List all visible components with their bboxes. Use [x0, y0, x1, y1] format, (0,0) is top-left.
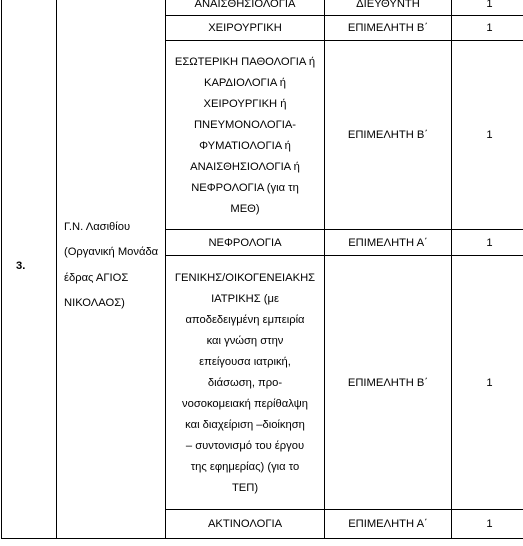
specialty-cell [166, 16, 325, 41]
specialty-text: ΑΚΤΙΝΟΛΟΓΙΑ [207, 518, 283, 530]
specialty-line: ΧΕΙΡΟΥΡΓΙΚΗ ή [203, 98, 287, 110]
count-text: 1 [486, 518, 493, 530]
rank-text: ΕΠΙΜΕΛΗΤΗ Α΄ [348, 518, 428, 530]
positions-table [1, 0, 523, 539]
specialty-line: ΚΑΡΔΙΟΛΟΓΙΑ ή [203, 77, 287, 89]
specialty-cell [166, 0, 325, 16]
count-text: 1 [486, 376, 493, 389]
rank-cell [325, 16, 452, 41]
rank-cell [325, 256, 452, 510]
hospital-name-line: ΝΙΚΟΛΑΟΣ) [64, 297, 125, 309]
count-cell [452, 0, 523, 16]
specialty-line: ΑΝΑΙΣΘΗΣΙΟΛΟΓΙΑ ή [190, 161, 300, 173]
hospital-name-line: Γ.Ν. Λασιθίου [64, 220, 131, 233]
count-cell [452, 41, 523, 230]
rank-text: ΕΠΙΜΕΛΗΤΗ Β΄ [347, 22, 429, 34]
count-text: 1 [486, 129, 493, 141]
count-text: 1 [486, 236, 493, 249]
rank-text: ΕΠΙΜΕΛΗΤΗ Α΄ [348, 236, 428, 249]
rank-text: ΔΙΕΥΘΥΝΤΗ [356, 0, 420, 10]
entry-number: 3. [16, 259, 26, 272]
specialty-cell [166, 230, 325, 256]
rank-cell [325, 510, 452, 539]
specialty-text: ΝΕΦΡΟΛΟΓΙΑ [208, 236, 282, 249]
specialty-text: ΑΝΑΙΣΘΗΣΙΟΛΟΓΙΑ [194, 0, 296, 10]
specialty-line: ΙΑΤΡΙΚΗΣ (με [211, 293, 279, 305]
specialty-line: ΤΕΠ) [231, 482, 259, 494]
count-cell [452, 256, 523, 510]
rank-cell [325, 41, 452, 230]
specialty-line: αποδεδειγμένη εμπειρία [185, 314, 305, 326]
specialty-line: ΕΣΩΤΕΡΙΚΗ ΠΑΘΟΛΟΓΙΑ ή [174, 56, 316, 68]
rank-text: ΕΠΙΜΕΛΗΤΗ Β΄ [347, 129, 429, 141]
specialty-text: ΧΕΙΡΟΥΡΓΙΚΗ [208, 22, 282, 34]
rank-text: ΕΠΙΜΕΛΗΤΗ Β΄ [347, 376, 429, 389]
specialty-cell [166, 256, 325, 510]
hospital-cell [57, 0, 166, 539]
count-cell [452, 510, 523, 539]
specialty-line: και διαχείριση –διοίκηση [185, 419, 305, 431]
specialty-line: ΦΥΜΑΤΙΟΛΟΓΙΑ ή [199, 140, 291, 152]
specialty-line: ΜΕΘ) [230, 203, 260, 215]
count-text: 1 [486, 0, 493, 10]
rank-cell [325, 0, 452, 16]
count-cell [452, 230, 523, 256]
entry-number-cell [2, 0, 57, 539]
hospital-name-line: έδρας ΑΓΙΟΣ [64, 271, 129, 284]
specialty-cell [166, 41, 325, 230]
specialty-line: διάσωση, προ- [207, 377, 283, 389]
hospital-name-line: (Οργανική Μονάδα [64, 246, 159, 258]
specialty-line: – συντονισμό του έργου [185, 440, 305, 452]
specialty-line: της εφημερίας) (για το [190, 461, 300, 473]
specialty-line: νοσοκομειακή περίθαλψη [182, 398, 308, 410]
specialty-line: ΝΕΦΡΟΛΟΓΙΑ (για τη [191, 182, 299, 194]
specialty-cell [166, 510, 325, 539]
specialty-line: ΓΕΝΙΚΗΣ/ΟΙΚΟΓΕΝΕΙΑΚΗΣ [174, 272, 316, 284]
count-cell [452, 16, 523, 41]
specialty-line: και γνώση στην [206, 335, 284, 347]
specialty-line: επείγουσα ιατρική, [199, 356, 291, 368]
count-text: 1 [486, 22, 493, 34]
specialty-line: ΠΝΕΥΜΟΝΟΛΟΓΙΑ- [193, 119, 297, 131]
table-row [2, 0, 523, 16]
rank-cell [325, 230, 452, 256]
